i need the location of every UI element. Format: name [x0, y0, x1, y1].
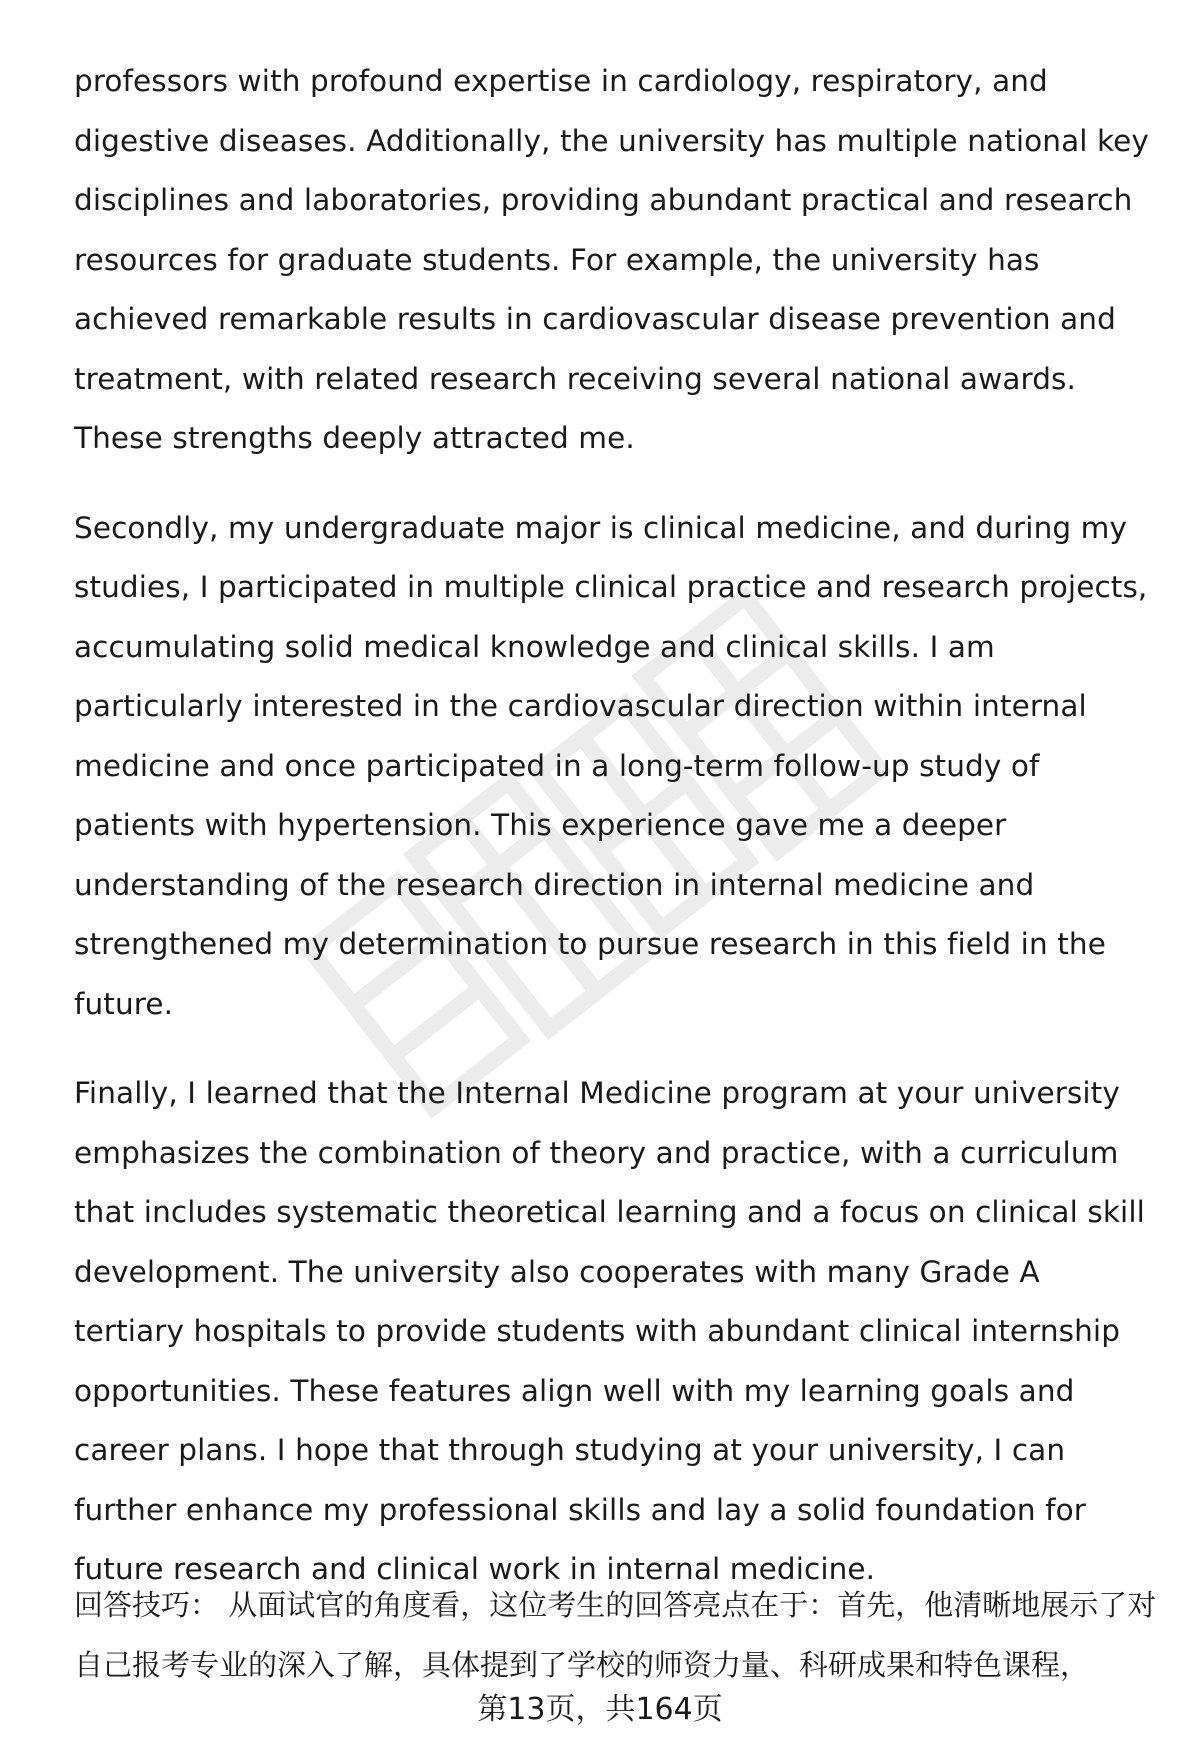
page-number: 第13页，共164页: [477, 1692, 723, 1727]
document-body: [74, 52, 1154, 1630]
paragraph-3: Finally, I learned that the Internal Medicine program at your university emphasizes the combination of theory and practice, with a curriculum that includes systematic theoretical learning and a focus on clinical skill development. The university also cooperates with many Grade A tertiary hospitals to provide students with abundant clinical internship opportunities. These features align well with my learning goals and career plans. I hope that through studying at your university, I can further enhance my professional skills and lay a solid foundation for future research and clinical work in internal medicine.: [74, 1076, 1145, 1586]
paragraph-2: Secondly, my undergraduate major is clinical medicine, and during my studies, I participated in multiple clinical practice and research projects, accumulating solid medical knowledge and clinical skills. I am particularly interested in the cardiovascular direction within internal medicine and once participated in a long-term follow-up study of patients with hypertension. This experience gave me a deeper understanding of the research direction in internal medicine and strengthened my determination to pursue research in this field in the future.: [74, 510, 1148, 1021]
answer-tips: 回答技巧： 从面试官的角度看，这位考生的回答亮点在于：首先，他清晰地展示了对自己报考专业的深入了解，具体提到了学校的师资力量、科研成果和特色课程，: [74, 1588, 1157, 1682]
paragraph-1: professors with profound expertise in cardiology, respiratory, and digestive diseases. Additionally, the university has multiple national key disciplines and laboratories, providing abundant practical and research resources for graduate students. For example, the university has achieved remarkable results in cardiovascular disease prevention and treatment, with related research receiving several national awards. These strengths deeply attracted me.: [74, 64, 1149, 455]
